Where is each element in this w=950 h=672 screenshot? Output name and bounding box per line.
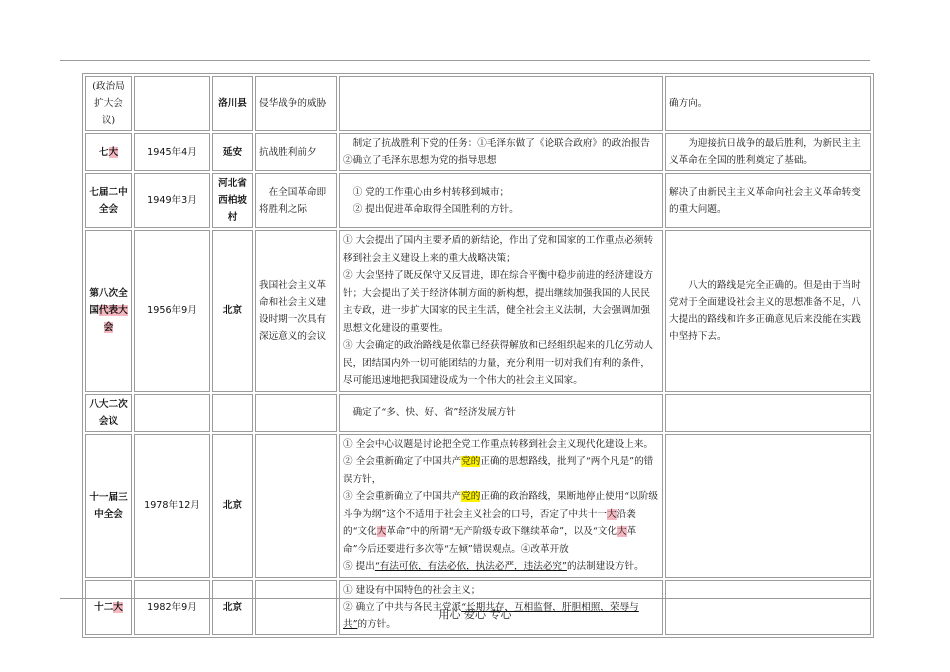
page-footer: 用心 爱心 专心 bbox=[438, 608, 512, 621]
significance-text: 八大的路线是完全正确的。但是由于当时党对于全面建设社会主义的思想准备不足，八大提出的路线和许多正确意见后来没能在实践中坚持下去。 bbox=[669, 279, 861, 342]
content-text: 革命”今后还要进行多次等“左倾”错误观点。④改革开放 bbox=[343, 526, 637, 555]
meeting-content bbox=[339, 394, 663, 432]
content-line: ① 大会提出了国内主要矛盾的新结论，作出了党和国家的工作重点必须转移到社会主义建设上来的重大战略决策； bbox=[343, 235, 654, 264]
content-line: ② 提出促进革命取得全国胜利的方针。 bbox=[352, 203, 519, 215]
header-rule bbox=[60, 60, 870, 61]
meeting-name-cell bbox=[85, 76, 132, 131]
meeting-place: 延安 bbox=[212, 133, 253, 171]
meeting-place: 北京 bbox=[212, 230, 253, 392]
highlight-mark: 大 bbox=[616, 526, 627, 537]
meetings-table bbox=[82, 73, 874, 638]
highlight-mark: 大 bbox=[606, 508, 617, 520]
content-line: 制定了抗战胜利下党的任务：①毛泽东做了《论联合政府》的政治报告②确立了毛泽东思想为党的指导思想 bbox=[343, 138, 650, 166]
meeting-name: 十一届三中全会 bbox=[89, 491, 128, 520]
meeting-background bbox=[255, 394, 337, 432]
meeting-content bbox=[339, 133, 663, 171]
highlight-mark: 大 bbox=[113, 601, 123, 613]
highlight-mark: 大 bbox=[376, 526, 387, 537]
content-text: 正确的思想路线，批判了“两个凡是”的错误方针， bbox=[343, 456, 654, 485]
significance-text: 为迎接抗日战争的最后胜利，为新民主主义革命在全国的胜利奠定了基础。 bbox=[669, 138, 861, 166]
meeting-name-cell bbox=[85, 133, 132, 171]
meeting-name-cell bbox=[85, 230, 132, 392]
meeting-place: 洛川县 bbox=[212, 76, 253, 131]
content-line: ① 建设有中国特色的社会主义； bbox=[343, 584, 481, 596]
underlined-text: “有法可依，有法必依，执法必严，违法必究” bbox=[374, 561, 567, 572]
highlight-mark: 党的 bbox=[461, 456, 481, 467]
meeting-name: (政治局扩大会议) bbox=[92, 81, 125, 126]
highlight-mark: 党的 bbox=[461, 491, 481, 502]
content-line: ② 大会坚持了既反保守又反冒进，即在综合平衡中稳步前进的经济建设方针；大会提出了关于经济体制方面的新构想，提出继续加强我国的人民民主专政，进一步扩大国家的民主生活，健全社会主义法制，大会强调加强思想文化建设的重要性。 bbox=[343, 270, 654, 334]
meeting-significance bbox=[665, 230, 871, 392]
meeting-background: 抗战胜利前夕 bbox=[255, 133, 337, 171]
meeting-significance: 解决了由新民主主义革命向社会主义革命转变的重大问题。 bbox=[665, 173, 871, 228]
footer-rule bbox=[60, 598, 870, 599]
content-line: ③ 大会确定的政治路线是依靠已经获得解放和已经组织起来的几亿劳动人民，团结国内外一切可能团结的力量，充分利用一切对我们有利的条件，尽可能迅速地把我国建设成为一个伟大的社会主义国家。 bbox=[343, 340, 654, 386]
highlight-mark: 大 bbox=[108, 146, 119, 158]
meeting-name: 七 bbox=[98, 146, 109, 158]
content-line: ① 党的工作重心由乡村转移到城市； bbox=[352, 186, 510, 198]
meeting-name-cell bbox=[85, 173, 132, 228]
table-row bbox=[85, 133, 871, 171]
table-row bbox=[85, 434, 871, 578]
meeting-time bbox=[134, 76, 210, 131]
background-text: 在全国革命即将胜利之际 bbox=[259, 186, 327, 215]
meeting-content bbox=[339, 76, 663, 131]
meeting-content bbox=[339, 434, 663, 578]
meeting-place: 河北省西柏坡村 bbox=[212, 173, 253, 228]
meeting-name-cell bbox=[85, 394, 132, 432]
content-text: ⑤ 提出 bbox=[343, 561, 375, 572]
content-text: 沿袭的“文化 bbox=[343, 508, 636, 537]
content-text: 革命”中的所谓“无产阶级专政下继续革命”，以及“文化 bbox=[386, 526, 617, 537]
meeting-place: 北京 bbox=[212, 434, 253, 578]
meeting-significance bbox=[665, 394, 871, 432]
table-row bbox=[85, 173, 871, 228]
meeting-time: 1956年9月 bbox=[134, 230, 210, 392]
meeting-time: 1978年12月 bbox=[134, 434, 210, 578]
meeting-place bbox=[212, 394, 253, 432]
meeting-time: 1949年3月 bbox=[134, 173, 210, 228]
underlined-text: “长期共存，互相监督，肝胆相照，荣辱与共” bbox=[343, 601, 639, 630]
meeting-name: 八大二次会议 bbox=[89, 398, 128, 427]
table-row bbox=[85, 230, 871, 392]
meeting-background bbox=[255, 173, 337, 228]
meeting-time bbox=[134, 394, 210, 432]
content-line bbox=[343, 488, 659, 558]
meeting-background bbox=[255, 434, 337, 578]
meeting-significance bbox=[665, 133, 871, 171]
meeting-content bbox=[339, 230, 663, 392]
meeting-content bbox=[339, 173, 663, 228]
content-line bbox=[343, 558, 659, 576]
meeting-time: 1982年9月 bbox=[134, 580, 210, 635]
meeting-significance bbox=[665, 434, 871, 578]
meeting-time: 1945年4月 bbox=[134, 133, 210, 171]
content-text: ① 全会中心议题是讨论把全党工作重点转移到社会主义现代化建设上来。② 全会重新确定了中国共产 bbox=[343, 438, 654, 467]
content-text: 正确的政治路线，果断地停止使用“以阶级斗争为纲”这个不适用于社会主义社会的口号，否定了中共十一 bbox=[343, 491, 658, 520]
content-text: ③ 全会重新确立了中国共产 bbox=[343, 491, 462, 502]
content-line: 确定了“多、快、好、省”经济发展方针 bbox=[352, 407, 516, 418]
content-text: ② 确立了中共与各民主党派 bbox=[343, 601, 462, 613]
meeting-name: 第八次全国 bbox=[89, 288, 128, 317]
content-line bbox=[343, 436, 659, 489]
meeting-background: 我国社会主义革命和社会主义建设时期一次具有深远意义的会议 bbox=[255, 230, 337, 392]
meeting-significance: 确方向。 bbox=[665, 76, 871, 131]
meeting-name: 七届二中全会 bbox=[89, 186, 128, 215]
table-row bbox=[85, 394, 871, 432]
meeting-place: 北京 bbox=[212, 580, 253, 635]
content-text: 的法制建设方针。 bbox=[566, 561, 644, 572]
content-text: 的方针。 bbox=[357, 618, 396, 630]
meeting-name-cell bbox=[85, 434, 132, 578]
meeting-name: 十二 bbox=[94, 601, 114, 613]
table-row bbox=[85, 76, 871, 131]
meeting-background: 侵华战争的威胁 bbox=[255, 76, 337, 131]
highlight-mark: 代表大会 bbox=[98, 305, 128, 334]
